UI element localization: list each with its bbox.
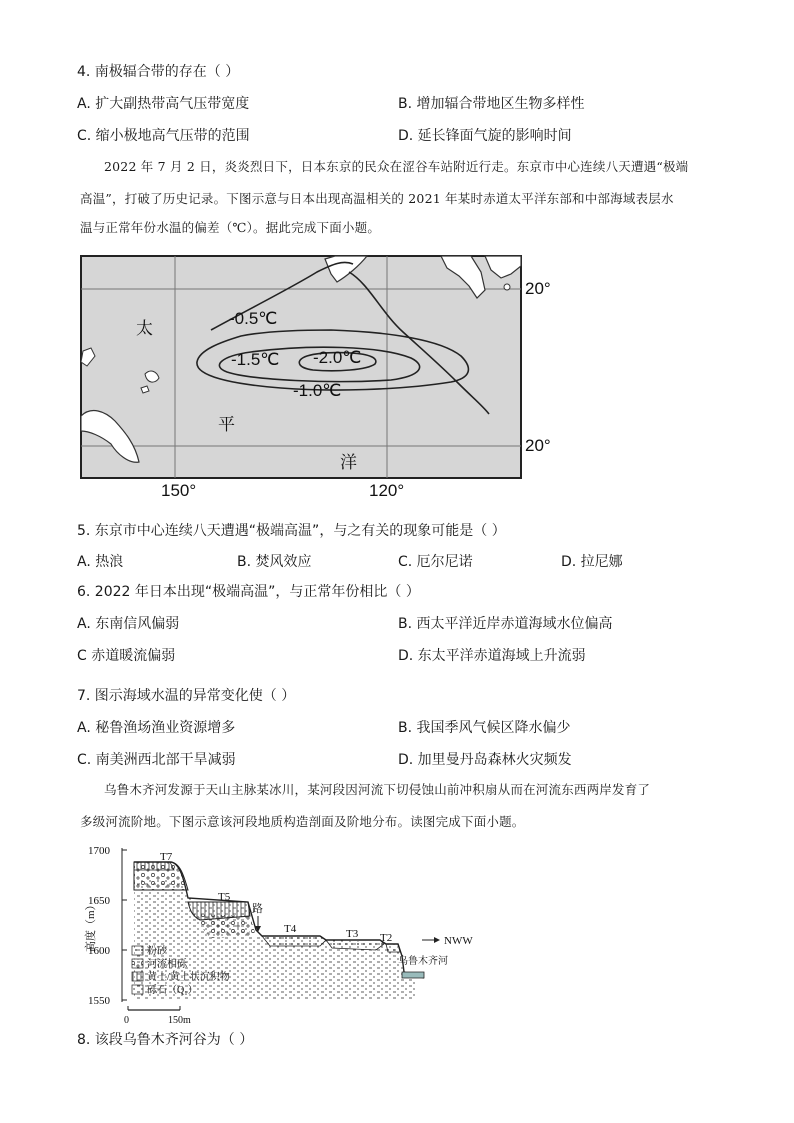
passage-1-line-3: 温与正常年份水温的偏差（℃）。据此完成下面小题。 — [80, 220, 381, 235]
question-4-option-a: A. 扩大副热带高气压带宽度 — [77, 96, 250, 112]
direction-label: NWW — [444, 935, 473, 947]
question-7-stem: 7. 图示海域水温的异常变化使（ ） — [77, 688, 296, 704]
latitude-label-south: 20° — [525, 436, 551, 455]
y-tick-label-1600: 1600 — [88, 945, 110, 957]
y-tick-label-1700: 1700 — [88, 845, 110, 857]
latitude-label-north: 20° — [525, 279, 551, 298]
ocean-char-ping: 平 — [218, 415, 235, 434]
question-4-option-d: D. 延长锋面气旋的影响时间 — [398, 128, 572, 144]
y-axis-label: 高度（m） — [85, 899, 97, 952]
passage-1-line-1: 2022 年 7 月 2 日，炎炎烈日下，日本东京的民众在涩谷车站附近行走。东京市中心连续八天遭遇“极端 — [104, 159, 689, 174]
passage-2-line-2: 多级河流阶地。下图示意该河段地质构造剖面及阶地分布。读图完成下面小题。 — [80, 814, 525, 829]
question-6-option-c: C 赤道暖流偏弱 — [77, 648, 176, 664]
question-6-stem: 6. 2022 年日本出现“极端高温”，与正常年份相比（ ） — [77, 584, 420, 600]
contour-label-minus-2.0: -2.0℃ — [313, 348, 362, 367]
scale-label-zero: 0 — [124, 1015, 129, 1026]
question-5-option-d: D. 拉尼娜 — [561, 554, 623, 570]
road-label: 路 — [252, 903, 263, 915]
question-5-option-a: A. 热浪 — [77, 554, 124, 570]
contour-label-minus-0.5: -0.5℃ — [229, 309, 278, 328]
legend-swatch-loess — [132, 972, 143, 981]
y-tick-label-1650: 1650 — [88, 895, 110, 907]
question-4-stem: 4. 南极辐合带的存在（ ） — [77, 64, 240, 80]
question-7-option-a: A. 秘鲁渔场渔业资源增多 — [77, 720, 236, 736]
small-island — [504, 284, 510, 290]
legend-swatch-silt — [132, 946, 143, 955]
direction-arrow-head — [434, 937, 440, 943]
legend-swatch-fluvial-gravel — [132, 959, 143, 968]
question-6-option-b: B. 西太平洋近岸赤道海域水位偏高 — [398, 616, 613, 632]
terrace-t2-deposit — [386, 944, 400, 952]
terrace-t4-deposit — [262, 936, 326, 946]
river-label: 乌鲁木齐河 — [398, 956, 448, 967]
question-6-option-d: D. 东太平洋赤道海域上升流弱 — [398, 648, 586, 664]
legend-label-fluvial-gravel: 河流相砾 — [147, 959, 187, 970]
ocean-char-yang: 洋 — [340, 453, 357, 472]
y-tick-label-1550: 1550 — [88, 995, 110, 1007]
question-4-option-c: C. 缩小极地高气压带的范围 — [77, 128, 250, 144]
question-7-option-d: D. 加里曼丹岛森林火灾频发 — [398, 752, 572, 768]
question-6-option-a: A. 东南信风偏弱 — [77, 616, 180, 632]
terrace-label-t3: T3 — [346, 928, 359, 940]
terrace-label-t5: T5 — [218, 891, 231, 903]
longitude-label-150: 150° — [161, 481, 197, 500]
passage-2-line-1: 乌鲁木齐河发源于天山主脉某冰川，某河段因河流下切侵蚀山前冲积扇从而在河流东西两岸发育了 — [104, 782, 651, 797]
question-5-option-b: B. 焚风效应 — [237, 554, 312, 570]
terrace-label-t2: T2 — [380, 932, 393, 944]
scale-label-150m: 150m — [168, 1015, 191, 1026]
geological-cross-section — [80, 840, 500, 1030]
question-7-option-b: B. 我国季风气候区降水偏少 — [398, 720, 571, 736]
river-channel — [402, 972, 424, 978]
question-5-option-c: C. 厄尔尼诺 — [398, 554, 473, 570]
ocean-char-tai: 太 — [136, 319, 153, 338]
question-7-option-c: C. 南美洲西北部干旱减弱 — [77, 752, 236, 768]
question-4-option-b: B. 增加辐合带地区生物多样性 — [398, 96, 585, 112]
legend-label-loess: 黄土/黄土状沉积物 — [147, 972, 230, 983]
legend-swatch-gravel-q1 — [132, 985, 143, 994]
question-8-stem: 8. 该段乌鲁木齐河谷为（ ） — [77, 1032, 254, 1048]
legend-label-silt: 粉砂 — [147, 946, 167, 957]
terrace-label-t7: T7 — [160, 851, 173, 863]
contour-label-minus-1.5: -1.5℃ — [231, 350, 280, 369]
terrace-label-t4: T4 — [284, 923, 297, 935]
legend-label-gravel-q1: 砾石（Q₁） — [147, 985, 198, 996]
passage-1-line-2: 高温”，打破了历史记录。下图示意与日本出现高温相关的 2021 年某时赤道太平洋东部和中部海域表层水 — [80, 191, 674, 206]
contour-label-minus-1.0: -1.0℃ — [293, 381, 342, 400]
question-5-stem: 5. 东京市中心连续八天遭遇“极端高温”，与之有关的现象可能是（ ） — [77, 523, 506, 539]
longitude-label-120: 120° — [369, 481, 405, 500]
sea-temperature-anomaly-map — [81, 256, 551, 500]
terrace-t7-loess — [134, 862, 174, 870]
terrace-t3-deposit — [326, 940, 384, 950]
